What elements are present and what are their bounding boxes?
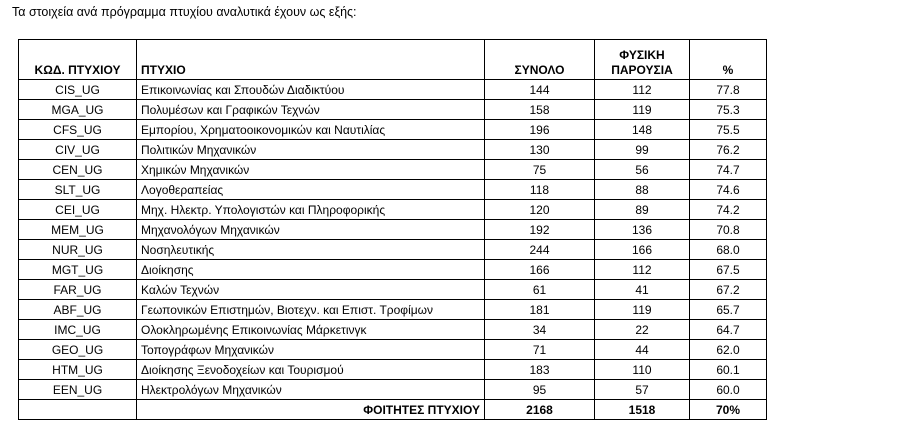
cell-percent: 70.8 bbox=[690, 220, 767, 240]
cell-code: CEI_UG bbox=[19, 200, 137, 220]
cell-total: 120 bbox=[485, 200, 595, 220]
cell-attendance: 112 bbox=[595, 260, 690, 280]
degree-attendance-table bbox=[18, 39, 767, 420]
cell-code: NUR_UG bbox=[19, 240, 137, 260]
cell-total: 71 bbox=[485, 340, 595, 360]
table-row bbox=[19, 340, 767, 360]
cell-total: 34 bbox=[485, 320, 595, 340]
cell-percent: 75.5 bbox=[690, 120, 767, 140]
cell-name: Διοίκησης bbox=[137, 260, 485, 280]
cell-code: HTM_UG bbox=[19, 360, 137, 380]
cell-name: Καλών Τεχνών bbox=[137, 280, 485, 300]
cell-code: CFS_UG bbox=[19, 120, 137, 140]
totals-total: 2168 bbox=[485, 400, 595, 420]
cell-name: Γεωπονικών Επιστημών, Βιοτεχν. και Επιστ. Τροφίμων bbox=[137, 300, 485, 320]
cell-name: Πολιτικών Μηχανικών bbox=[137, 140, 485, 160]
cell-attendance: 57 bbox=[595, 380, 690, 400]
table-row bbox=[19, 220, 767, 240]
cell-attendance: 88 bbox=[595, 180, 690, 200]
cell-percent: 76.2 bbox=[690, 140, 767, 160]
totals-label: ΦΟΙΤΗΤΕΣ ΠΤΥΧΙΟΥ bbox=[137, 400, 485, 420]
cell-total: 181 bbox=[485, 300, 595, 320]
table-row bbox=[19, 380, 767, 400]
cell-percent: 67.5 bbox=[690, 260, 767, 280]
cell-total: 244 bbox=[485, 240, 595, 260]
header-total: ΣΥΝΟΛΟ bbox=[485, 40, 595, 80]
cell-code: MGT_UG bbox=[19, 260, 137, 280]
cell-percent: 75.3 bbox=[690, 100, 767, 120]
header-attendance bbox=[595, 40, 690, 80]
cell-name: Ηλεκτρολόγων Μηχανικών bbox=[137, 380, 485, 400]
header-code: ΚΩΔ. ΠΤΥΧΙΟΥ bbox=[19, 40, 137, 80]
header-attendance-line2: ΠΑΡΟΥΣΙΑ bbox=[611, 63, 673, 77]
table-row bbox=[19, 240, 767, 260]
cell-percent: 62.0 bbox=[690, 340, 767, 360]
cell-code: CIV_UG bbox=[19, 140, 137, 160]
cell-total: 95 bbox=[485, 380, 595, 400]
header-percent: % bbox=[690, 40, 767, 80]
cell-attendance: 56 bbox=[595, 160, 690, 180]
cell-code: CEN_UG bbox=[19, 160, 137, 180]
cell-attendance: 112 bbox=[595, 80, 690, 100]
cell-percent: 60.1 bbox=[690, 360, 767, 380]
cell-percent: 67.2 bbox=[690, 280, 767, 300]
cell-total: 166 bbox=[485, 260, 595, 280]
cell-total: 144 bbox=[485, 80, 595, 100]
cell-attendance: 99 bbox=[595, 140, 690, 160]
table-row bbox=[19, 280, 767, 300]
cell-percent: 74.2 bbox=[690, 200, 767, 220]
cell-percent: 74.7 bbox=[690, 160, 767, 180]
cell-percent: 60.0 bbox=[690, 380, 767, 400]
table-row bbox=[19, 120, 767, 140]
cell-code: MEM_UG bbox=[19, 220, 137, 240]
cell-code: ABF_UG bbox=[19, 300, 137, 320]
cell-total: 196 bbox=[485, 120, 595, 140]
cell-total: 183 bbox=[485, 360, 595, 380]
header-name: ΠΤΥΧΙΟ bbox=[137, 40, 485, 80]
cell-percent: 65.7 bbox=[690, 300, 767, 320]
totals-row bbox=[19, 400, 767, 420]
table-row bbox=[19, 160, 767, 180]
cell-attendance: 110 bbox=[595, 360, 690, 380]
cell-name: Χημικών Μηχανικών bbox=[137, 160, 485, 180]
cell-total: 75 bbox=[485, 160, 595, 180]
cell-name: Μηχανολόγων Μηχανικών bbox=[137, 220, 485, 240]
cell-attendance: 89 bbox=[595, 200, 690, 220]
cell-total: 192 bbox=[485, 220, 595, 240]
table-row bbox=[19, 260, 767, 280]
intro-text: Τα στοιχεία ανά πρόγραμμα πτυχίου αναλυτικά έχουν ως εξής: bbox=[12, 5, 357, 19]
totals-percent: 70% bbox=[690, 400, 767, 420]
table-row bbox=[19, 300, 767, 320]
table-row bbox=[19, 140, 767, 160]
cell-total: 158 bbox=[485, 100, 595, 120]
cell-attendance: 136 bbox=[595, 220, 690, 240]
cell-attendance: 41 bbox=[595, 280, 690, 300]
table-body bbox=[19, 80, 767, 400]
cell-percent: 74.6 bbox=[690, 180, 767, 200]
cell-total: 130 bbox=[485, 140, 595, 160]
table-row bbox=[19, 320, 767, 340]
cell-total: 118 bbox=[485, 180, 595, 200]
header-attendance-line1: ΦΥΣΙΚΗ bbox=[619, 48, 665, 62]
table-row bbox=[19, 100, 767, 120]
cell-name: Ολοκληρωμένης Επικοινωνίας Μάρκετινγκ bbox=[137, 320, 485, 340]
table-row bbox=[19, 360, 767, 380]
cell-attendance: 119 bbox=[595, 300, 690, 320]
cell-attendance: 148 bbox=[595, 120, 690, 140]
cell-code: EEN_UG bbox=[19, 380, 137, 400]
cell-name: Λογοθεραπείας bbox=[137, 180, 485, 200]
table-row bbox=[19, 200, 767, 220]
totals-empty-cell bbox=[19, 400, 137, 420]
cell-code: FAR_UG bbox=[19, 280, 137, 300]
cell-total: 61 bbox=[485, 280, 595, 300]
table-row bbox=[19, 80, 767, 100]
cell-attendance: 44 bbox=[595, 340, 690, 360]
cell-code: IMC_UG bbox=[19, 320, 137, 340]
cell-name: Πολυμέσων και Γραφικών Τεχνών bbox=[137, 100, 485, 120]
cell-code: SLT_UG bbox=[19, 180, 137, 200]
cell-name: Τοπογράφων Μηχανικών bbox=[137, 340, 485, 360]
table-row bbox=[19, 180, 767, 200]
cell-code: GEO_UG bbox=[19, 340, 137, 360]
cell-percent: 68.0 bbox=[690, 240, 767, 260]
cell-attendance: 119 bbox=[595, 100, 690, 120]
cell-code: MGA_UG bbox=[19, 100, 137, 120]
cell-percent: 64.7 bbox=[690, 320, 767, 340]
cell-name: Επικοινωνίας και Σπουδών Διαδικτύου bbox=[137, 80, 485, 100]
cell-name: Μηχ. Ηλεκτρ. Υπολογιστών και Πληροφορικής bbox=[137, 200, 485, 220]
cell-attendance: 166 bbox=[595, 240, 690, 260]
cell-code: CIS_UG bbox=[19, 80, 137, 100]
cell-percent: 77.8 bbox=[690, 80, 767, 100]
cell-name: Νοσηλευτικής bbox=[137, 240, 485, 260]
totals-attendance: 1518 bbox=[595, 400, 690, 420]
table-header-row bbox=[19, 40, 767, 80]
cell-name: Διοίκησης Ξενοδοχείων και Τουρισμού bbox=[137, 360, 485, 380]
cell-name: Εμπορίου, Χρηματοοικονομικών και Ναυτιλίας bbox=[137, 120, 485, 140]
cell-attendance: 22 bbox=[595, 320, 690, 340]
